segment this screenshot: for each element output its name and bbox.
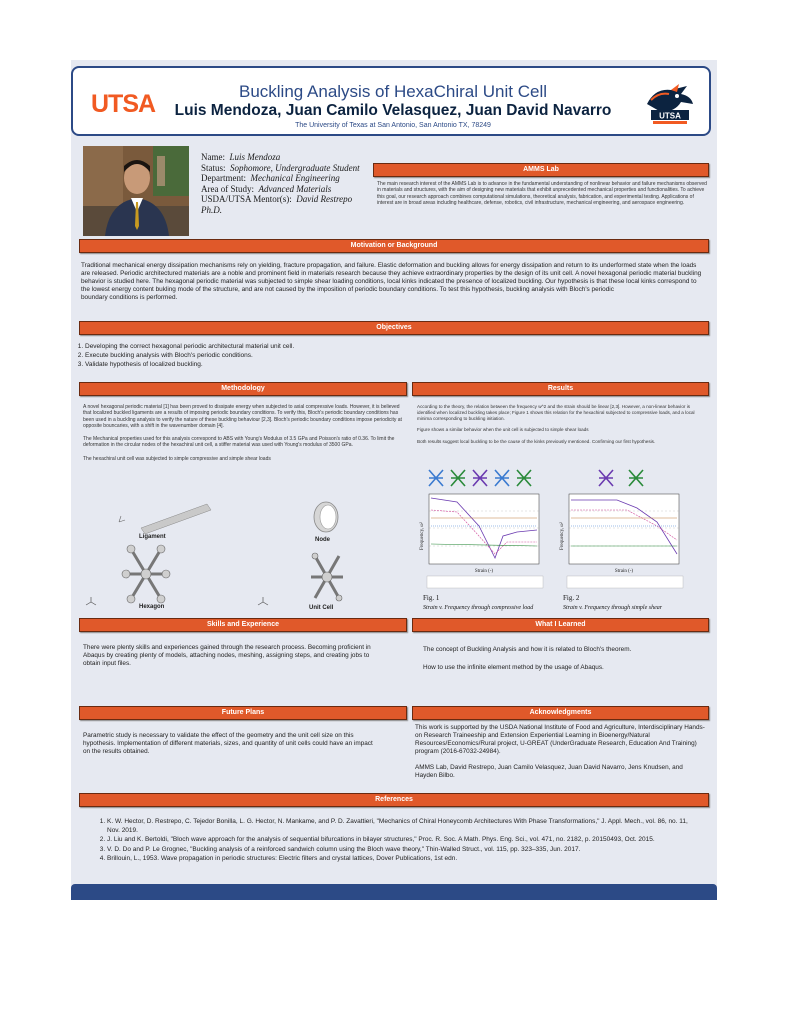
reference-item: 2. J. Liu and K. Bertoldi, "Bloch wave approach for the analysis of sequential bifurcations in bilayer structures," Proc. R. Soc. A Math. Phys. Eng. Sci., vol. 471, no. 2182, p. 20150493, Oct. 2015.: [107, 836, 693, 845]
poster-header: [71, 66, 711, 136]
roadrunner-mascot-logo: [641, 82, 697, 128]
axis-triad-icon: [85, 596, 97, 606]
reference-item: 4. Brillouin, L., 1953. Wave propagation in periodic structures: Electric filters and crystal lattices, Dover Publications, 1st edn.: [107, 855, 693, 864]
skills-heading: Skills and Experience: [79, 618, 407, 632]
poster-authors: Luis Mendoza, Juan Camilo Velasquez, Juan David Navarro: [174, 102, 612, 119]
department-value: Mechanical Engineering: [250, 173, 340, 183]
fig2-ylabel: Frequency, ω²: [560, 521, 565, 551]
unit-cell-figure: [307, 552, 347, 602]
results-text: [417, 404, 707, 445]
objectives-heading: Objectives: [79, 321, 709, 335]
fig1-caption: [423, 603, 533, 611]
fig2-caption: [563, 603, 662, 611]
fig1-label: Fig. 1: [423, 594, 440, 602]
learned-paragraph-1: The concept of Buckling Analysis and how it is related to Bloch's theorem.: [423, 646, 632, 653]
utsa-logo: UTSA: [91, 90, 156, 118]
results-paragraph-1: According to the theory, the relation between the frequency w^2 and the strain should be linear [2,3]. However, a non-linear behavior is identified when localized buckling takes place; Figure 1 shows this relation for the hexachiral subjected to compressive loads, and a local minima corresponding to buckling initiation.: [417, 404, 695, 421]
fig1-caption-text: Strain v. Frequency through compressive load: [423, 605, 534, 611]
amms-lab-heading: AMMS Lab: [373, 163, 709, 177]
methodology-heading: Methodology: [79, 382, 407, 396]
motivation-paragraph-end: boundary conditions is performed.: [81, 294, 178, 301]
mentor-label: USDA/UTSA Mentor(s):: [201, 194, 292, 204]
objective-item: 2. Execute buckling analysis with Bloch's periodic conditions.: [85, 351, 691, 360]
mentor-value: David Restrepo Ph.D.: [201, 194, 353, 215]
fig1-legend: [427, 576, 543, 588]
acknowledgments-text: [415, 724, 705, 780]
objectives-list: [71, 342, 691, 369]
fig2-label: Fig. 2: [563, 594, 580, 602]
student-photo: [83, 146, 189, 236]
poster-footer-bar: [71, 884, 717, 900]
area-label: Area of Study:: [201, 183, 254, 194]
reference-item: 3. V. D. Do and P. Le Grognec, "Buckling analysis of a reinforced sandwich column using the Bloch wave theory," Thin-Walled Struct., vol. 115, pp. 323–335, Jun. 2017.: [107, 846, 693, 855]
fig2-legend: [567, 576, 683, 588]
profile-info: [201, 152, 371, 215]
affiliation: The University of Texas at San Antonio, San Antonio TX, 78249: [295, 122, 491, 129]
area-value: Advanced Materials: [258, 183, 332, 194]
figure-1-chart: [417, 466, 547, 594]
motivation-heading: Motivation or Background: [79, 239, 709, 253]
mode-shape-insets: [429, 470, 531, 486]
skills-text: There were plenty skills and experiences gained through the research process. Becoming proficient in Abaqus by creating plenty of models, attaching nodes, meshing, assigning steps, and creating jobs to obtain input files.: [83, 644, 371, 667]
node-label: Node: [315, 537, 330, 543]
objective-item: 1. Developing the correct hexagonal periodic architectural material unit cell.: [85, 342, 691, 351]
fig1-ylabel: Frequency, ω²: [420, 521, 425, 551]
references-list: [93, 818, 693, 865]
hexagon-label: Hexagon: [139, 604, 165, 610]
status-label: Status:: [201, 162, 226, 173]
methodology-paragraph-2: The Mechanical properties used for this analysis correspond to ABS with Young's Modulus of 3.5 GPa and Poisson's ratio of 0.36. To limit the deformation in the circular nodes of the hexachiral unit cell, a stiffer material was used with Young's modulus of 3500 GPa.: [83, 436, 395, 449]
name-value: Luis Mendoza: [229, 152, 281, 162]
axis-triad-icon: [257, 596, 269, 606]
motivation-text: [81, 262, 707, 302]
acknowledgments-heading: Acknowledgments: [412, 706, 709, 720]
fig1-xlabel: Strain (-): [474, 569, 494, 574]
mascot-text: UTSA: [659, 111, 681, 121]
motivation-paragraph: Traditional mechanical energy dissipation mechanisms rely on yielding, fracture propagation, and failure. Elastic deformation and buckling allows for energy dissipation and return to its underformed state when the loads are released. Periodic architectured materials are a noble and prominent field in materials research because they achieve extraordinary properties by the design of its unit cell. A novel hexagonal periodic material buckling behavior is studied here. The hexagonal periodic material was subjected to simple shear loading conditions, local kinks indicated the presence of localized buckling. Our hypothesis is that these local kinks correspond to the lowest energy content bukling mode of the structure, and are not caused by the imposition of periodic boundary conditions. To test this hypothesis, buckling analysis with Bloch's periodic: [81, 262, 702, 293]
reference-item: 1. K. W. Hector, D. Restrepo, C. Tejedor Bonilla, L. G. Hector, N. Mankame, and P. D. Zavattieri, "Mechanics of Chiral Honeycomb Architectures With Phase Transformations," J. Appl. Mech., vol. 86, no. 11, Nov. 2019.: [107, 818, 693, 835]
mode-shape-insets: [599, 470, 643, 486]
methodology-text: [83, 404, 403, 462]
acknowledgments-paragraph-2: AMMS Lab, David Restrepo, Juan Camilo Velasquez, Juan David Navarro, Jens Knudsen, and Hayden Bilbo.: [415, 764, 683, 779]
results-paragraph-2: Figure shows a similar behavior when the unit cell is subjected to simple shear loads: [417, 427, 589, 433]
future-plans-text: Parametric study is necessary to validate the effect of the geometry and the unit cell size on this hypothesis. Implementation of different materials, sizes, and quantity of unit cells could have an impact on the results obtained.: [83, 732, 373, 755]
unit-cell-label: Unit Cell: [309, 605, 334, 611]
amms-lab-text: The main research interest of the AMMS Lab is to advance in the fundamental understanding of nonlinear behavior and failure mechanisms observed in materials and structures, with the aim of designing new materials that exhibit unprecedented mechanical properties and functionalities. To achieve this goal, our research approach combines computational simulations, theoretical analysis, fabrication, and experimental testing. Applications of interest are in broad areas including healthcare, defense, robotics, civil infrastructure, mechanical engineering, and aerospace engineering.: [377, 181, 707, 206]
references-heading: References: [79, 793, 709, 807]
figure-2-chart: [557, 466, 687, 594]
poster-title: Buckling Analysis of HexaChiral Unit Cell: [238, 82, 548, 101]
results-paragraph-3: Both results suggest local buckling to be the cause of the kinks previously mentioned. Confirming our first hypothesis.: [417, 439, 656, 445]
ligament-figure: [111, 498, 221, 538]
methodology-paragraph-3: The hexachiral unit cell was subjected to simple compressive and simple shear loads: [83, 455, 271, 462]
fig2-caption-text: Strain v. Frequency through simple shear: [563, 605, 663, 611]
acknowledgments-paragraph-1: This work is supported by the USDA National Institute of Food and Agriculture, Interdisciplinary Hands-on Research Traineeship and Extension Experiential Learning in Bioenergy/Natural Resources/Economics/Rural project, U-GREAT (UnderGraduate Research, Education And Training) program (2016-67032-24984).: [415, 724, 705, 755]
node-figure: [309, 500, 343, 534]
future-plans-heading: Future Plans: [79, 706, 407, 720]
department-label: Department:: [201, 173, 246, 183]
methodology-paragraph-1: A novel hexagonal periodic material [1] has been proved to dissipate energy when subjected to axial compressive loads. However, it is believed that localized buckled ligaments are a results of imposing periodic boundary conditions. To verify this, Bloch's periodic boundary conditions has been used in a buckling analysis to verify the nature of these buckling behaviour [2,3]. Bloch's periodic boundary conditions impose periodicity at opposite bouncaries, with a shift in the wavenumber domain [4].: [83, 404, 402, 429]
objective-item: 3. Validate hypothesis of localized buckling.: [85, 360, 691, 369]
hexagon-figure: [121, 544, 171, 604]
learned-heading: What I Learned: [412, 618, 709, 632]
name-label: Name:: [201, 152, 225, 162]
learned-paragraph-2: How to use the infinite element method by the usage of Abaqus.: [423, 664, 604, 671]
learned-text: [423, 646, 703, 672]
status-value: Sophomore, Undergraduate Student: [230, 162, 360, 173]
fig2-xlabel: Strain (-): [614, 569, 634, 574]
results-heading: Results: [412, 382, 709, 396]
poster: [71, 60, 717, 900]
ligament-label: Ligament: [139, 534, 166, 540]
